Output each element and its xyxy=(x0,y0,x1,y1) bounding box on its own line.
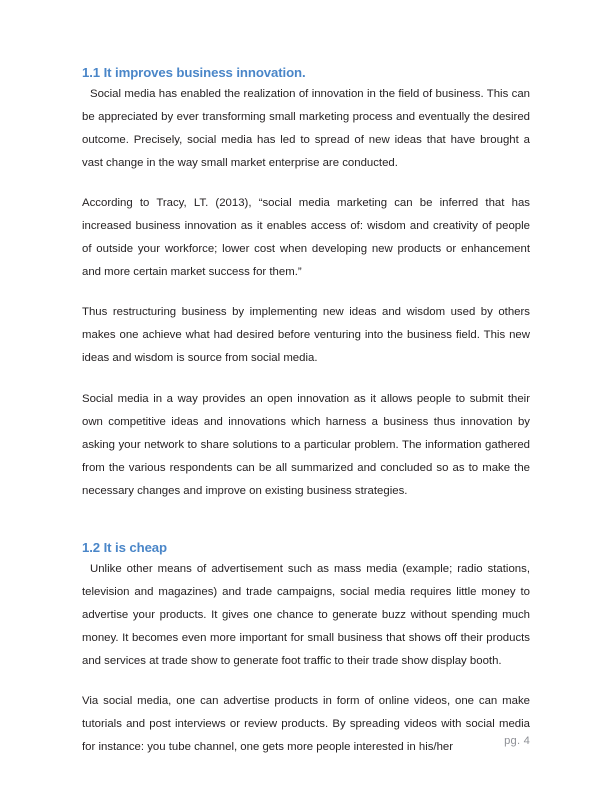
section-heading-1-2: 1.2 It is cheap xyxy=(82,539,167,555)
paragraph: Social media in a way provides an open innovation as it allows people to submit their own competitive ideas and innovations which harness a business thus innovation by asking your network to share solutions to a particular problem. The information gathered from the various respondents can be all summarized and concluded so as to make the necessary changes and improve on existing business strategies. xyxy=(82,392,530,497)
document-body xyxy=(82,64,530,759)
paragraph: Social media has enabled the realization of innovation in the field of business. This can be appreciated by ever transforming small marketing process and eventually the desired outcome. Precisely, social media has led to spread of new ideas that have brought a vast change in the way small market enterprise are conducted. xyxy=(82,88,530,170)
page-number: pg. 4 xyxy=(504,735,530,747)
paragraph: Unlike other means of advertisement such as mass media (example; radio stations, television and magazines) and trade campaigns, social media requires little money to advertise your products. It gives one chance to generate buzz without spending much money. It becomes even more important for small business that shows off their products and services at trade show to generate foot traffic to their trade show display booth. xyxy=(82,562,530,667)
paragraph: Thus restructuring business by implementing new ideas and wisdom used by others makes one achieve what had desired before venturing into the business field. This new ideas and wisdom is source from social media. xyxy=(82,306,530,365)
paragraph: Via social media, one can advertise products in form of online videos, one can make tutorials and post interviews or review products. By spreading videos with social media for instance: you tube channel, one gets more people interested in his/her xyxy=(82,694,530,754)
paragraph: According to Tracy, LT. (2013), “social media marketing can be inferred that has increased business innovation as it enables access of: wisdom and creativity of people of outside your workforce; lower cost when developing new products or enhancement and more certain market success for them.” xyxy=(82,197,530,279)
section-heading-1-1: 1.1 It improves business innovation. xyxy=(82,65,306,80)
